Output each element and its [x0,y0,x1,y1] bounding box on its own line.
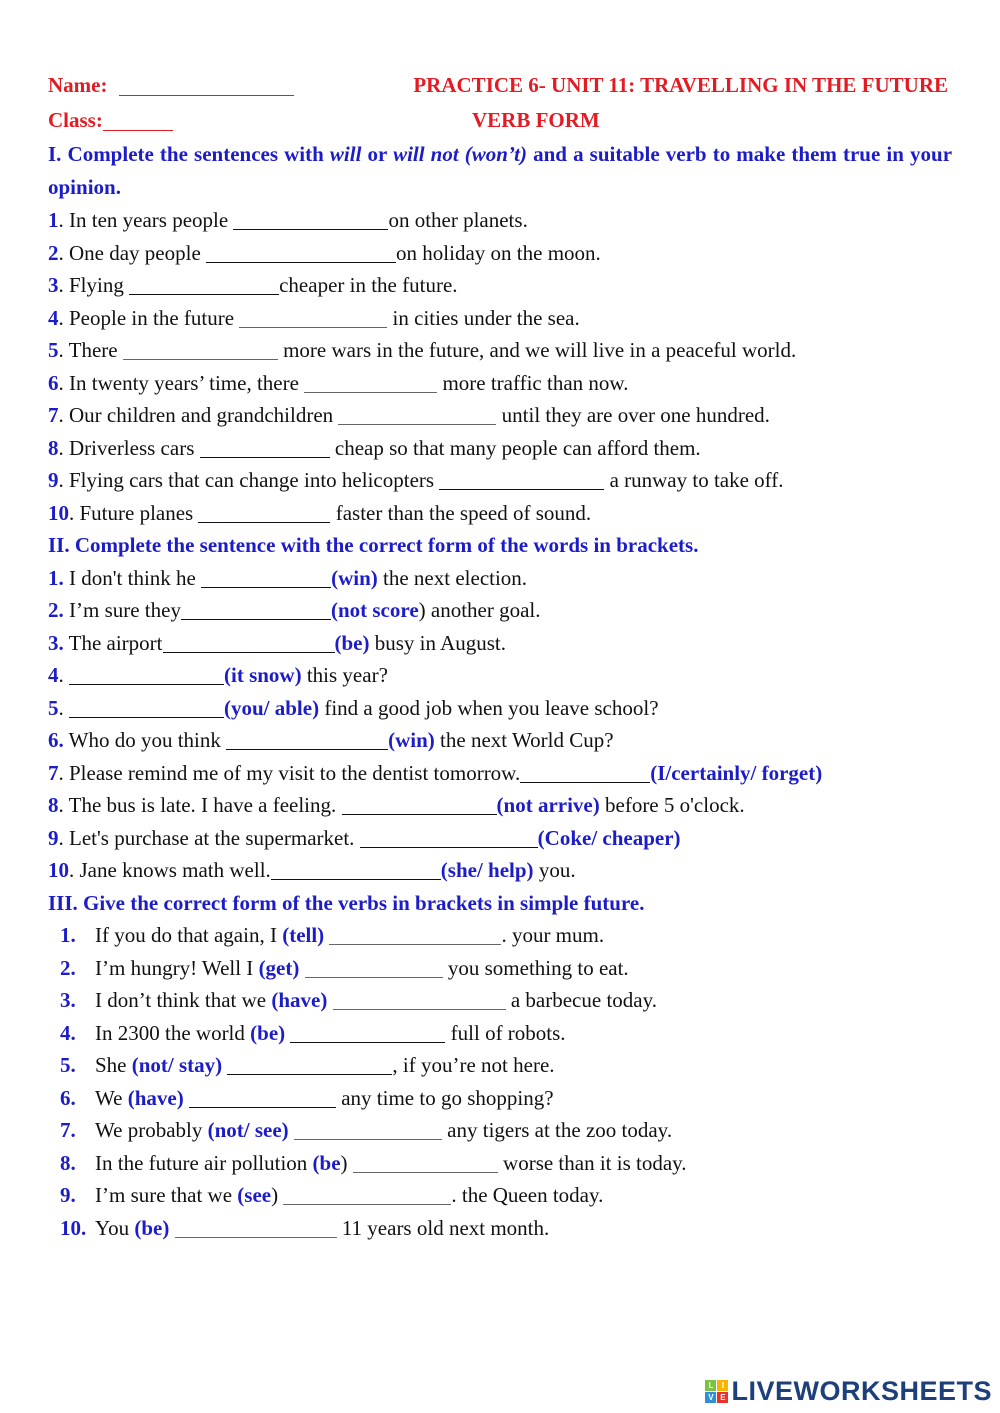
answer-input[interactable] [304,374,437,393]
verb-hint: (be) [134,1215,170,1240]
question-text: You [95,1215,135,1240]
question-item [48,367,952,400]
question-text: find a good job when you leave school? [319,695,659,720]
verb-hint: (see [237,1183,272,1207]
answer-input[interactable] [181,601,331,620]
answer-input[interactable] [163,634,335,653]
question-text: a barbecue today. [505,988,657,1012]
question-number: 9 [48,825,59,850]
question-text: more wars in the future, and we will live in a peaceful world. [277,338,797,362]
answer-input[interactable] [239,309,387,328]
logo-tile: I [717,1380,728,1391]
answer-input[interactable] [123,341,278,360]
question-text: . In twenty years’ time, there [58,370,305,395]
question-item [60,984,952,1017]
question-number: 5 [48,338,59,362]
question-text: In the future air pollution [95,1150,313,1175]
question-text: in cities under the sea. [387,305,580,330]
class-label: Class: [48,108,103,132]
question-number: 3. [48,630,64,655]
question-item [60,1114,952,1147]
question-text: . Please remind me of my visit to the dentist tomorrow. [58,760,521,785]
answer-input[interactable] [175,1219,337,1238]
verb-hint: (get) [258,955,300,980]
question-number: 2 [48,240,59,265]
verb-hint: (tell) [282,923,325,947]
question-item [48,334,952,367]
verb-hint: (not arrive) [496,793,600,817]
question-item [48,237,952,270]
question-item [48,659,952,692]
heading-text-end: and a suitable verb to make them true in your opinion. [48,142,953,199]
verb-hint: (she/ help) [440,858,534,882]
question-text: you. [533,858,576,882]
question-text: I don’t think that we [95,988,272,1012]
worksheet-subtitle: VERB FORM [472,108,600,132]
question-number: 5 [48,695,59,720]
question-text: . There [58,338,123,362]
question-text: I’m sure that we [95,1183,238,1207]
question-text: The airport [63,630,163,655]
question-item [60,1147,952,1180]
question-text: any time to go shopping? [335,1085,554,1110]
question-number: 7. [60,1118,76,1142]
question-item [60,1017,952,1050]
answer-input[interactable] [233,211,388,230]
logo-tile: E [717,1392,728,1403]
question-item [48,724,952,757]
answer-input[interactable] [353,1154,498,1173]
answer-input[interactable] [290,1024,445,1043]
logo-tile: V [705,1392,716,1403]
question-item [48,757,952,790]
question-text: . Flying [58,273,130,297]
question-text: on holiday on the moon. [396,240,601,265]
verb-hint: (Coke/ cheaper) [537,825,681,850]
class-input[interactable] [103,112,173,131]
question-text: I’m sure they [63,598,181,622]
question-text: more traffic than now. [437,370,629,395]
question-item [60,1179,952,1212]
question-text: She [95,1053,132,1077]
section-3-heading: III. Give the correct form of the verbs in brackets in simple future. [48,890,645,915]
verb-hint: (be) [250,1020,286,1045]
question-text: We [95,1085,128,1110]
verb-hint: (it snow) [224,663,302,687]
question-number: 8 [48,793,59,817]
verb-hint: (be) [334,630,370,655]
question-item [60,1212,952,1245]
question-text: Who do you think [63,728,227,752]
verb-hint: (not/ stay) [131,1053,223,1077]
verb-hint: (I/certainly/ forget) [650,760,823,785]
heading-text: I. Complete the sentences with [48,142,330,166]
logo-text: LIVEWORKSHEETS [731,1376,992,1406]
question-item [48,562,952,595]
question-text: the next World Cup? [434,728,614,752]
question-text: until they are over one hundred. [496,403,770,427]
question-number: 6. [60,1085,76,1110]
answer-input[interactable] [342,796,497,815]
question-text: . your mum. [501,923,605,947]
logo-tiles-icon [705,1380,728,1403]
question-text: . Driverless cars [58,435,200,460]
question-text: cheap so that many people can afford them. [329,435,701,460]
question-number: 4 [48,305,59,330]
question-text: worse than it is today. [497,1150,687,1175]
question-number: 10 [48,500,69,525]
question-number: 2. [48,598,64,622]
question-text: In 2300 the world [95,1020,251,1045]
question-item [48,594,952,627]
answer-input[interactable] [333,991,506,1010]
answer-input[interactable] [206,244,396,263]
question-text: I’m hungry! Well I [95,955,259,980]
question-item [48,464,952,497]
verb-hint: (not/ see) [207,1118,289,1142]
question-text: 11 years old next month. [336,1215,550,1240]
question-text: cheaper in the future. [279,273,458,297]
answer-input[interactable] [329,926,501,945]
heading-wont: will not (won’t) [393,142,528,166]
question-item [48,822,952,855]
question-text: We probably [95,1118,208,1142]
question-number: 6. [48,728,64,752]
worksheet [48,68,952,1244]
answer-input[interactable] [294,1121,442,1140]
question-item [48,302,952,335]
question-item [60,919,952,952]
answer-input[interactable] [69,699,224,718]
question-text: you something to eat. [442,955,629,980]
question-item [48,692,952,725]
question-text: on other planets. [388,208,528,232]
question-item [60,952,952,985]
question-number: 9. [60,1183,76,1207]
section-1-list [48,204,952,529]
answer-input[interactable] [129,276,279,295]
section-1-heading [48,138,952,204]
question-text: I don't think he [63,565,202,590]
question-text: ) [271,1183,284,1207]
question-text: . Future planes [69,500,199,525]
question-text: . Flying cars that can change into helicopters [58,468,440,492]
question-item [48,269,952,302]
question-text: . Jane knows math well. [69,858,271,882]
question-number: 6 [48,370,59,395]
question-text: . [58,663,69,687]
answer-input[interactable] [283,1186,451,1205]
question-item [48,854,952,887]
question-text: ) another goal. [418,598,541,622]
section-3-list [48,919,952,1244]
heading-or: or [361,142,394,166]
answer-input[interactable] [305,959,443,978]
name-input[interactable] [119,77,294,96]
answer-input[interactable] [201,569,331,588]
question-number: 10 [48,858,69,882]
answer-input[interactable] [69,666,224,685]
question-item [48,399,952,432]
question-text: busy in August. [369,630,507,655]
question-text: . In ten years people [58,208,234,232]
answer-input[interactable] [200,439,330,458]
question-item [48,627,952,660]
question-number: 3. [60,988,76,1012]
answer-input[interactable] [271,861,441,880]
question-number: 9 [48,468,59,492]
question-number: 1. [60,923,76,947]
question-number: 10. [60,1215,87,1240]
answer-input[interactable] [360,829,538,848]
question-text: . People in the future [58,305,240,330]
verb-hint: (have) [271,988,328,1012]
answer-input[interactable] [439,471,604,490]
question-text: If you do that again, I [95,923,283,947]
question-text: a runway to take off. [604,468,784,492]
question-text: full of robots. [445,1020,566,1045]
question-number: 8. [60,1150,76,1175]
question-text: any tigers at the zoo today. [441,1118,673,1142]
question-text: . [58,695,69,720]
question-text: faster than the speed of sound. [330,500,592,525]
heading-will: will [329,142,362,166]
verb-hint: (win) [331,565,378,590]
answer-input[interactable] [226,731,388,750]
question-number: 7 [48,403,59,427]
question-text: , if you’re not here. [392,1053,555,1077]
question-number: 1 [48,208,59,232]
question-text: this year? [301,663,388,687]
question-number: 5. [60,1053,76,1077]
question-number: 3 [48,273,59,297]
question-item [60,1049,952,1082]
answer-input[interactable] [520,764,650,783]
question-number: 4. [60,1020,76,1045]
question-text: . One day people [58,240,207,265]
answer-input[interactable] [198,504,330,523]
section-2-heading: II. Complete the sentence with the correct form of the words in brackets. [48,533,699,557]
answer-input[interactable] [189,1089,336,1108]
question-text: ) [340,1150,353,1175]
question-item [60,1082,952,1115]
question-item [48,432,952,465]
question-number: 4 [48,663,59,687]
verb-hint: (win) [388,728,435,752]
question-item [48,204,952,237]
question-number: 1. [48,565,64,590]
question-text: . Let's purchase at the supermarket. [58,825,360,850]
question-number: 2. [60,955,76,980]
section-2-list [48,562,952,887]
question-text: . Our children and grandchildren [58,403,339,427]
answer-input[interactable] [227,1056,392,1075]
verb-hint: (not score [330,598,419,622]
logo-tile: L [705,1380,716,1391]
question-item [48,789,952,822]
question-item [48,497,952,530]
question-text: the next election. [377,565,528,590]
question-text: . the Queen today. [451,1183,604,1207]
question-number: 8 [48,435,59,460]
name-label: Name: [48,73,108,97]
verb-hint: (be [312,1150,341,1175]
question-number: 7 [48,760,59,785]
question-text: . The bus is late. I have a feeling. [58,793,342,817]
liveworksheets-logo [705,1376,992,1407]
verb-hint: (have) [127,1085,184,1110]
worksheet-title: PRACTICE 6- UNIT 11: TRAVELLING IN THE FUTURE [413,73,948,97]
answer-input[interactable] [338,406,496,425]
question-text: before 5 o'clock. [599,793,745,817]
verb-hint: (you/ able) [224,695,320,720]
